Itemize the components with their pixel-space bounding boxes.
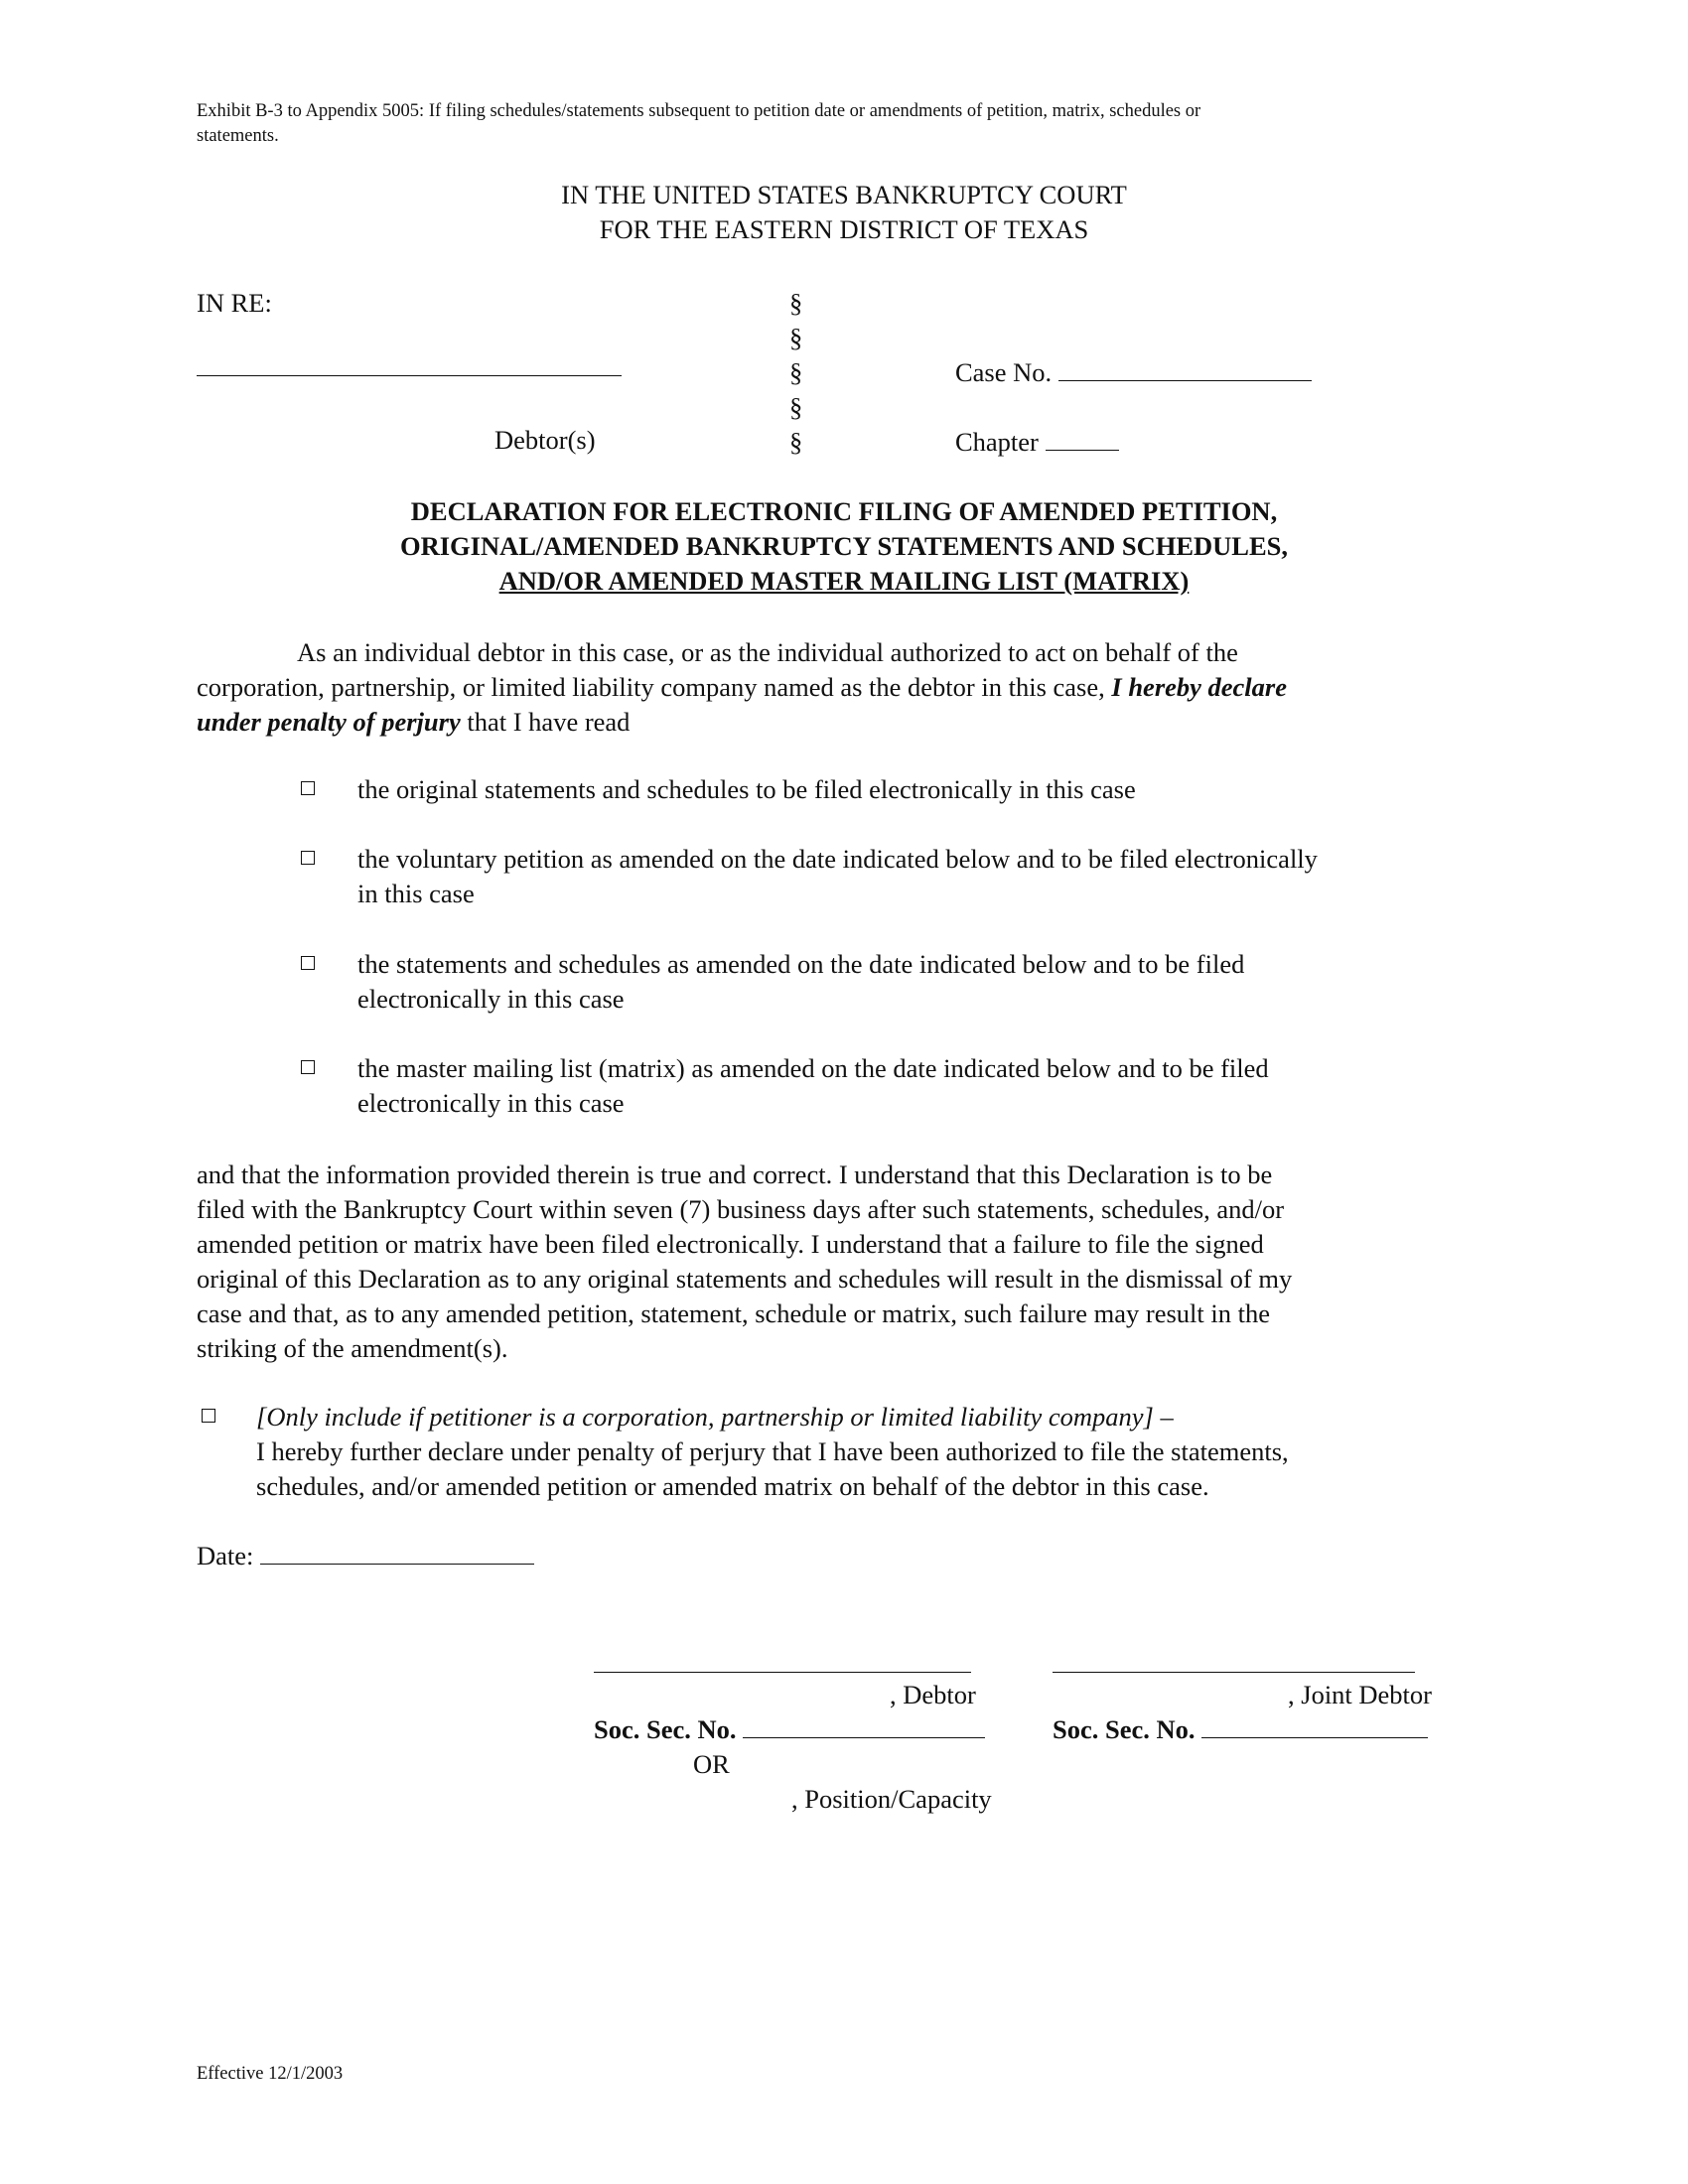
option-checkbox[interactable] <box>301 956 315 975</box>
body-paragraph: and that the information provided therein is true and correct. I understand that this Declaration is to be filed with the Bankruptcy Court within seven (7) business days after such statements, schedules, and/or amended petition or matrix have been filed electronically. I understand that a failure to file the signed original of this Declaration as to any original statements and schedules will result in the dismissal of my case and that, as to any amended petition, statement, schedule or matrix, such failure may result in the striking of the amendment(s). <box>197 1160 1293 1363</box>
corporate-checkbox[interactable] <box>202 1409 215 1428</box>
title-line-2: ORIGINAL/AMENDED BANKRUPTCY STATEMENTS AND SCHEDULES, <box>399 531 1288 561</box>
court-name: IN THE UNITED STATES BANKRUPTCY COURT <box>561 180 1127 209</box>
joint-ssn-field[interactable] <box>1201 1715 1428 1738</box>
debtor-ssn-field[interactable] <box>743 1715 985 1738</box>
chapter-field[interactable] <box>1046 428 1119 451</box>
debtor-name-line[interactable] <box>197 375 622 376</box>
date-label: Date: <box>197 1541 254 1570</box>
option-voluntary-petition: the voluntary petition as amended on the date indicated below and to be filed electronically in this case <box>357 844 1318 908</box>
intro-line-2: corporation, partnership, or limited liability company named as the debtor in this case, I hereby declare <box>197 672 1287 702</box>
option-amended-statements: the statements and schedules as amended on the date indicated below and to be filed electronically in this case <box>357 949 1245 1014</box>
joint-debtor-signature-line[interactable] <box>1053 1672 1415 1673</box>
or-label: OR <box>693 1749 730 1779</box>
section-symbol: § <box>789 427 803 457</box>
option-checkbox[interactable] <box>301 1060 315 1079</box>
in-re-label: IN RE: <box>197 288 272 318</box>
intro-line-1: As an individual debtor in this case, or as the individual authorized to act on behalf of the <box>297 637 1238 667</box>
debtor-label: , Debtor <box>890 1680 976 1709</box>
joint-debtor-label: , Joint Debtor <box>1288 1680 1432 1709</box>
exhibit-note: Exhibit B-3 to Appendix 5005: If filing schedules/statements subsequent to petition date or amendments of petition, matrix, schedules or statements. <box>197 101 1201 146</box>
case-number <box>955 355 1312 390</box>
corporate-declaration: [Only include if petitioner is a corporation, partnership or limited liability company] – I hereby further declare under penalty of perjury that I have been authorized to file the statements, schedules, and/or amended petition or amended matrix on behalf of the debtor in this case. <box>256 1402 1289 1501</box>
title-line-3: AND/OR AMENDED MASTER MAILING LIST (MATRIX) <box>498 566 1190 596</box>
intro-line-3: under penalty of perjury that I have read <box>197 707 631 737</box>
section-symbol: § <box>789 357 803 387</box>
ssn-label: Soc. Sec. No. <box>594 1714 737 1744</box>
chapter <box>955 425 1119 460</box>
ssn-label: Soc. Sec. No. <box>1053 1714 1196 1744</box>
debtor-label: Debtor(s) <box>494 425 596 455</box>
option-checkbox[interactable] <box>301 781 315 800</box>
case-no-label: Case No. <box>955 357 1053 387</box>
option-original-statements: the original statements and schedules to be filed electronically in this case <box>357 774 1136 804</box>
date-field[interactable] <box>260 1542 534 1565</box>
option-mailing-matrix: the master mailing list (matrix) as amended on the date indicated below and to be filed electronically in this case <box>357 1053 1269 1118</box>
joint-debtor-ssn <box>1053 1712 1428 1747</box>
effective-date: Effective 12/1/2003 <box>197 2064 344 2084</box>
debtor-ssn <box>594 1712 985 1747</box>
case-no-field[interactable] <box>1058 358 1312 381</box>
section-symbol: § <box>789 288 803 318</box>
court-district: FOR THE EASTERN DISTRICT OF TEXAS <box>599 214 1089 244</box>
option-checkbox[interactable] <box>301 851 315 870</box>
debtor-signature-line[interactable] <box>594 1672 971 1673</box>
section-symbol: § <box>789 392 803 422</box>
title-line-1: DECLARATION FOR ELECTRONIC FILING OF AMENDED PETITION, <box>410 496 1278 526</box>
position-capacity-label: , Position/Capacity <box>791 1784 992 1814</box>
chapter-label: Chapter <box>955 427 1039 457</box>
section-symbol: § <box>789 323 803 352</box>
date-row <box>197 1539 534 1573</box>
